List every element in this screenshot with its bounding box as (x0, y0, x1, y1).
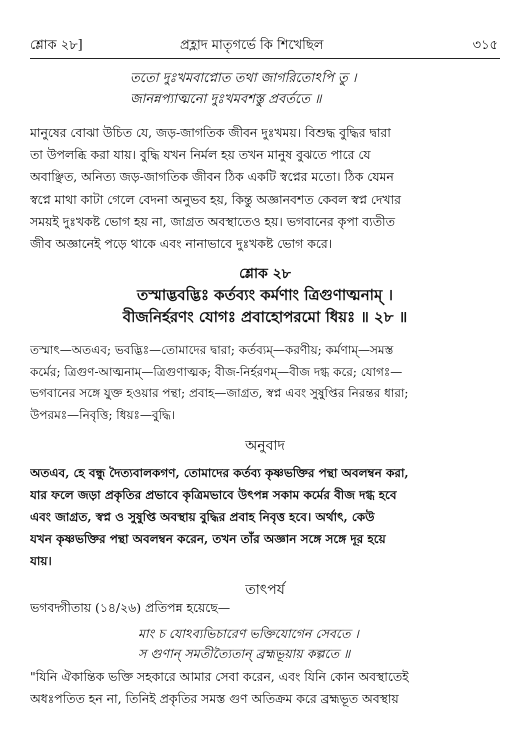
synonym-line: তস্মাৎ—অতএব; ভবদ্ভিঃ—তোমাদের দ্বারা; কর্তব্যম্—করণীয়; কর্মণাম্—সমস্ত (30, 343, 394, 357)
purport-intro: ভগবদ্গীতায় (১৪/২৬) প্রতিপন্ন হয়েছে— (30, 600, 231, 615)
previous-verse (130, 68, 490, 110)
text-line: মানুষের বোঝা উচিত যে, জড়-জাগতিক জীবন দুঃখময়। বিশুদ্ধ বুদ্ধির দ্বারা (30, 125, 391, 140)
text-line: জীব অজ্ঞানেই পড়ে থাকে এবং নানাভাবে দুঃখকষ্ট ভোগ করে। (30, 236, 333, 252)
previous-verse-line: ততো দুঃখমবাপ্নোত তথা জাগরিতোঽপি তু । (130, 71, 357, 86)
gita-verse-line: স গুণান্ সমতীত্যৈতান্ ব্রহ্মভূয়ায় কল্পতে ॥ (138, 646, 351, 661)
purport-continuation (30, 122, 500, 255)
purport-text (30, 666, 500, 710)
translation-heading: অনুবাদ (245, 438, 285, 454)
verse-line: তস্মাদ্ভবদ্ভিঃ কর্তব্যং কর্মণাং ত্রিগুণাত্মনাম্ । (137, 286, 393, 304)
verse-line: বীজনির্হরণং যোগঃ প্রবাহোপরমো ধিয়ঃ ॥ ২৮ ॥ (122, 308, 408, 326)
synonym-line: কর্মের; ত্রিগুণ-আত্মনাম্—ত্রিগুণাত্মক; বীজ-নির্হরণম্—বীজ দগ্ধ করে; যোগঃ— (30, 364, 403, 379)
translation-line: এবং জাগ্রত, স্বপ্ন ও সুষুপ্তি অবস্থায় বুদ্ধির প্রবাহ নিবৃত্ত হবে। অর্থাৎ, কেউ (30, 510, 375, 524)
translation-line: যখন কৃষ্ণভক্তির পন্থা অবলম্বন করেন, তখন তাঁর অজ্ঞান সঙ্গে সঙ্গে দূর হয়ে (30, 532, 386, 546)
translation (30, 462, 500, 572)
synonym-line: ভগবানের সঙ্গে যুক্ত হওয়ার পন্থা; প্রবাহ—জাগ্রত, স্বপ্ন এবং সুষুপ্তির নিরন্তর ধারা; (30, 386, 409, 400)
text-line: অবাঞ্ছিত, অনিত্য জড়-জাগতিক জীবন ঠিক একটি স্বপ্নের মতো। ঠিক যেমন (30, 169, 394, 185)
synonyms (30, 340, 500, 426)
gita-verse-line: মাং চ যোঽব্যভিচারেণ ভক্তিযোগেন সেবতে । (138, 626, 359, 641)
synonym-line: উপরমঃ—নিবৃত্তি; ধিয়ঃ—বুদ্ধি। (30, 407, 176, 422)
running-header (30, 36, 498, 56)
translation-line: যায়। (30, 554, 52, 568)
translation-line: অতএব, হে বন্ধু দৈত্যবালকগণ, তোমাদের কর্তব্য কৃষ্ণভক্তির পন্থা অবলম্বন করা, (30, 466, 409, 480)
translation-line: যার ফলে জড়া প্রকৃতির প্রভাবে কৃত্রিমভাবে উৎপন্ন সকাম কর্মের বীজ দগ্ধ হবে (30, 488, 397, 502)
purport-line: "যিনি ঐকান্তিক ভক্তি সহকারে আমার সেবা করেন, এবং যিনি কোন অবস্থাতেই (30, 669, 409, 684)
page-number: ৩১৫ (472, 38, 498, 53)
text-line: সময়ই দুঃখকষ্ট ভোগ হয় না, জাগ্রত অবস্থাতেও হয়। ভগবানের কৃপা ব্যতীত (30, 213, 395, 229)
text-line: তা উপলব্ধি করা যায়। বুদ্ধি যখন নির্মল হয় তখন মানুষ বুঝতে পারে যে (30, 147, 371, 163)
text-line: স্বপ্নে মাথা কাটা গেলে বেদনা অনুভব হয়, কিন্তু অজ্ঞানবশত কেবল স্বপ্ন দেখার (30, 191, 401, 207)
purport-line: অধঃপতিত হন না, তিনিই প্রকৃতির সমস্ত গুণ অতিক্রম করে ব্রহ্মভূত অবস্থায় (30, 691, 399, 706)
sanskrit-verse (30, 284, 500, 328)
previous-verse-line: জানন্নপ্যাত্মনো দুঃখমবশস্তু প্রবর্ততে ॥ (130, 92, 322, 107)
purport-heading: তাৎপর্য (245, 582, 285, 598)
header-chapter-title: প্রহ্লাদ মাতৃগর্ভে কি শিখেছিল (180, 38, 324, 53)
gita-verse (138, 624, 498, 664)
header-rule (30, 58, 500, 59)
verse-heading: শ্লোক ২৮ (239, 266, 291, 282)
header-verse-ref: শ্লোক ২৮] (30, 38, 83, 53)
